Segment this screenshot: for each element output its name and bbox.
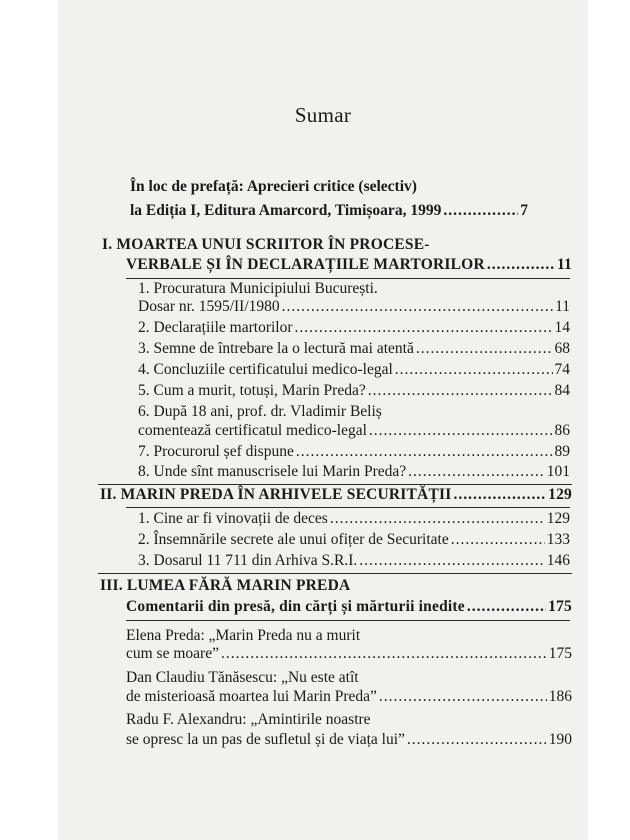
dot-leader [407,731,547,749]
section-3-heading-line-1: III. LUMEA FĂRĂ MARIN PREDA [100,577,351,594]
dot-leader [451,531,545,549]
section-divider [126,278,570,279]
toc-item: 3. Dosarul 11 711 din Arhiva S.R.I. ..... 146 [138,552,570,570]
dot-leader [368,382,553,400]
section-2-heading: II. MARIN PREDA ÎN ARHIVELE SECURITĂȚII ..... 129 [100,486,572,504]
toc-item: 2. Însemnările secrete ale unui ofițer de Securitate ..... 133 [138,531,570,549]
section-divider [126,620,570,621]
page-number: 74 [554,361,570,378]
page-number: 89 [554,443,570,460]
preface-entry: la Ediția I, Editura Amarcord, Timișoara, 1999 ..... 7 [130,202,528,220]
toc-item: se opresc la un pas de sufletul și de viața lui” ..... 190 [126,731,572,749]
book-page [58,0,588,840]
page-number: 129 [546,510,570,527]
dot-leader [467,598,546,616]
dot-leader [295,319,553,337]
section-1-heading-line-1: I. MOARTEA UNUI SCRIITOR ÎN PROCESE- [102,236,430,253]
page-number: 68 [554,340,570,357]
section-3-heading: Comentarii din presă, din cărți și mărturii inedite ..... 175 [126,598,572,616]
toc-item: 4. Concluziile certificatului medico-legal ..... 74 [138,361,570,379]
toc-item: 7. Procurorul șef dispune ..... 89 [138,443,570,461]
page-number: 129 [548,486,572,503]
toc-item-line: 6. După 18 ani, prof. dr. Vladimir Beliș [138,403,382,420]
preface-line-1: În loc de prefață: Aprecieri critice (selectiv) [130,178,417,195]
dot-leader [282,298,553,316]
page-number: 175 [548,645,572,662]
page-number: 7 [520,202,528,219]
toc-item: 1. Cine ar fi vinovații de deces ..... 129 [138,510,570,528]
toc-item-line: 1. Procuratura Municipiului București. [138,280,378,297]
dot-leader [487,256,555,274]
dot-leader [330,510,545,528]
toc-item: 3. Semne de întrebare la o lectură mai atentă ..... 68 [138,340,570,358]
toc-item-line: Elena Preda: „Marin Preda nu a murit [126,627,361,644]
dot-leader [453,486,546,504]
dot-leader [408,463,545,481]
toc-item-line: Radu F. Alexandru: „Amintirile noastre [126,711,371,728]
toc-item: 8. Unde sînt manuscrisele lui Marin Preda? ..... 101 [138,463,570,481]
dot-leader [221,645,547,663]
page-number: 101 [546,463,570,480]
toc-item: 2. Declarațiile martorilor ..... 14 [138,319,570,337]
dot-leader [369,422,553,440]
dot-leader [296,443,553,461]
page-number: 84 [554,382,570,399]
toc-item-line: Dan Claudiu Tănăsescu: „Nu este atît [126,669,359,686]
dot-leader [395,361,553,379]
toc-item: Dosar nr. 1595/II/1980 ..... 11 [138,298,570,316]
section-divider [98,573,572,574]
section-1-heading: VERBALE ȘI ÎN DECLARAȚIILE MARTORILOR ..... 11 [126,256,572,274]
page-number: 11 [556,256,572,273]
page-title: Sumar [294,103,352,127]
page-number: 175 [548,598,572,615]
page-number: 146 [546,552,570,569]
toc-item: 5. Cum a murit, totuși, Marin Preda? ..... 84 [138,382,570,400]
toc-item: comentează certificatul medico-legal ..... 86 [138,422,570,440]
page-number: 186 [548,688,572,705]
page-number: 14 [554,319,570,336]
page-number: 86 [554,422,570,439]
section-divider [98,484,572,485]
toc-item: cum se moare” ..... 175 [126,645,572,663]
page-number: 11 [555,298,570,315]
dot-leader [443,202,518,220]
dot-leader [359,552,544,570]
section-divider [126,507,570,508]
dot-leader [416,340,553,358]
dot-leader [379,688,547,706]
toc-item: de misterioasă moartea lui Marin Preda” ..... 186 [126,688,572,706]
page-number: 190 [548,731,572,748]
page-number: 133 [546,531,570,548]
